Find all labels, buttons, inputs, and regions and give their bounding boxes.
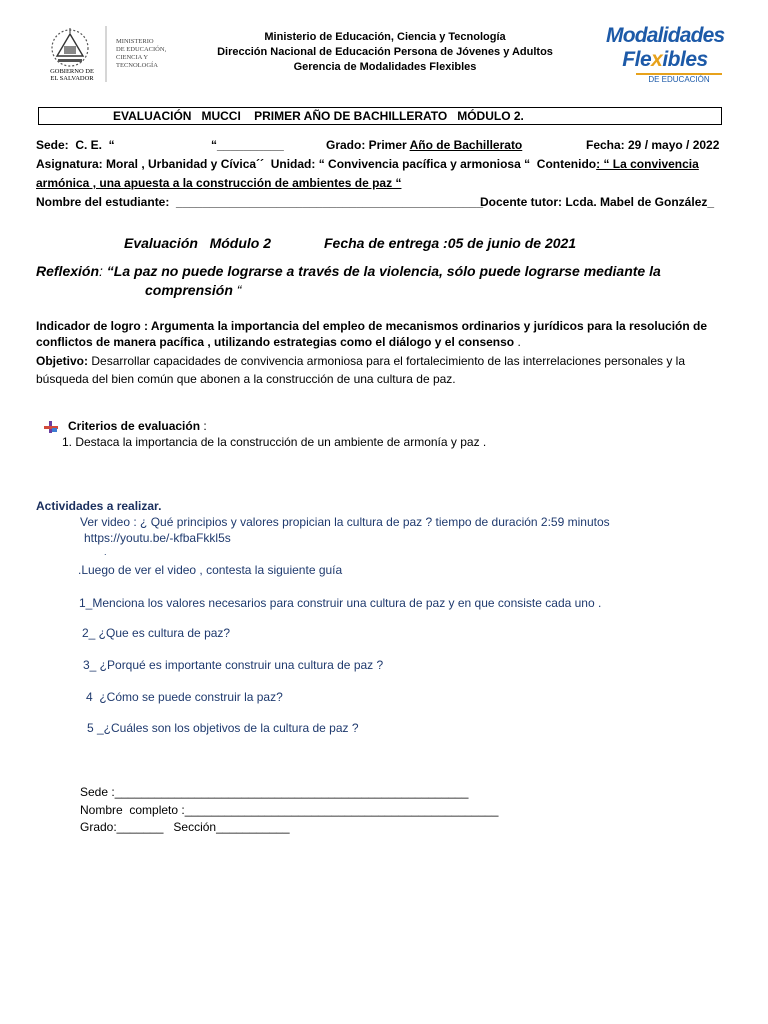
footer-nombre-field: Nombre completo :_______________________________________________	[80, 803, 499, 817]
criterio-item-1: 1. Destaca la importancia de la construcción de un ambiente de armonía y paz .	[62, 435, 487, 449]
question-5: 5 _¿Cuáles son los objetivos de la cultura de paz ?	[87, 721, 359, 735]
luego-line: .Luego de ver el video , contesta la siguiente guía	[78, 563, 343, 577]
objetivo-line-1: Objetivo: Desarrollar capacidades de convivencia armoniosa para el fortalecimiento de las interrelaciones personales y la	[36, 354, 685, 368]
brand-line-3: DE EDUCACIÓN	[648, 75, 710, 84]
dot-mark: .	[104, 547, 107, 557]
actividades-heading: Actividades a realizar.	[36, 499, 162, 513]
footer-grado-field: Grado:_______ Sección___________	[80, 820, 290, 834]
bullet-icon	[44, 420, 58, 438]
header-lines	[200, 30, 570, 75]
modalidades-flexibles-logo	[606, 24, 724, 86]
criterios-label: Criterios de evaluación :	[68, 419, 207, 433]
header-line-direccion: Dirección Nacional de Educación Persona de Jóvenes y Adultos	[217, 46, 553, 58]
title-box	[38, 107, 722, 125]
question-4: 4 ¿Cómo se puede construir la paz?	[86, 690, 283, 704]
nombre-estudiante-field: Nombre del estudiante: ______________________________________________	[36, 195, 484, 209]
grado-value: Año de Bachillerato	[409, 138, 523, 152]
sede-blank: “__________	[211, 138, 284, 152]
reflexion-line-1: Reflexión: “La paz no puede lograrse a través de la violencia, sólo puede lograrse mediante la	[36, 263, 661, 279]
indicador-line-2: conflictos de manera pacífica , utilizando estrategias como el diálogo y el consenso .	[36, 335, 521, 349]
header-line-gerencia: Gerencia de Modalidades Flexibles	[293, 61, 477, 73]
gov-caption-1: GOBIERNO DE	[50, 68, 94, 75]
contenido-line-2: armónica , una apuesta a la construcción de ambientes de paz “	[36, 176, 402, 190]
gov-caption-2: EL SALVADOR	[50, 75, 94, 82]
question-1: 1_Menciona los valores necesarios para construir una cultura de paz y en que consiste cada uno .	[79, 596, 602, 610]
docente-tutor: Docente tutor: Lcda. Mabel de González_	[480, 195, 715, 209]
indicador-line-1: Indicador de logro : Argumenta la importancia del empleo de mecanismos ordinarios y jurídicos para la resolución de	[36, 319, 708, 333]
fecha-field: Fecha: 29 / mayo / 2022	[586, 138, 720, 152]
fecha-entrega: Fecha de entrega :05 de junio de 2021	[324, 235, 577, 251]
objetivo-line-2: búsqueda del bien común que abonen a la construcción de una cultura de paz.	[36, 372, 456, 386]
ministry-logo-line-3: CIENCIA Y	[116, 54, 149, 61]
ministry-logo-line-1: MINISTERIO	[116, 38, 154, 45]
brand-line-1: Modalidades	[606, 24, 725, 47]
video-link[interactable]: https://youtu.be/-kfbaFkkl5s	[84, 531, 231, 545]
grado-field: Grado: Primer Año de Bachillerato	[326, 138, 523, 152]
asignatura-line: Asignatura: Moral , Urbanidad y Cívica´´ Unidad: “ Convivencia pacífica y armoniosa “ Contenido: “ La convivencia	[36, 157, 699, 171]
footer-sede-field: Sede :_____________________________________________________	[80, 785, 469, 799]
page-title: EVALUACIÓN MUCCI PRIMER AÑO DE BACHILLERATO MÓDULO 2.	[113, 109, 524, 123]
evaluacion-modulo: Evaluación Módulo 2	[124, 235, 272, 251]
header-line-ministry: Ministerio de Educación, Ciencia y Tecnología	[264, 31, 506, 43]
gov-logo	[40, 24, 172, 92]
ministry-logo-line-4: TECNOLOGÍA	[116, 62, 158, 69]
reflexion-line-2: comprensión “	[145, 282, 242, 298]
question-2: 2_ ¿Que es cultura de paz?	[82, 626, 231, 640]
ministry-logo-line-2: DE EDUCACIÓN,	[116, 46, 167, 53]
sede-label: Sede: C. E. “	[36, 138, 115, 152]
brand-line-2: Flexibles	[622, 48, 708, 71]
question-3: 3_ ¿Porqué es importante construir una cultura de paz ?	[83, 658, 384, 672]
video-line: Ver video : ¿ Qué principios y valores propician la cultura de paz ? tiempo de duración 2:59 minutos	[80, 515, 610, 529]
